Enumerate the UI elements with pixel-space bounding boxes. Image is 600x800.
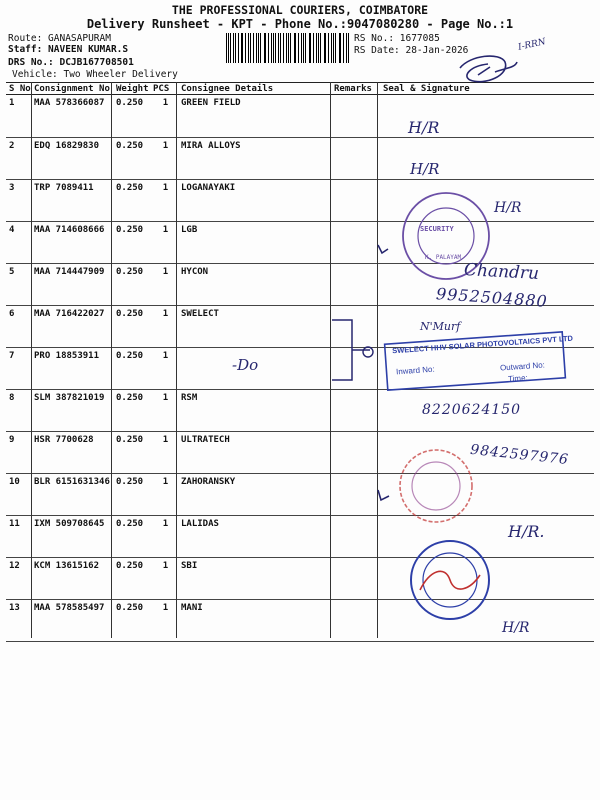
row-weight: 0.250	[113, 348, 150, 390]
row-sno: 2	[6, 138, 31, 180]
col-remarks: Remarks	[331, 83, 380, 95]
receiver-phone-row6: 9952504880	[435, 284, 549, 311]
row-consignment: MAA 716422027	[31, 306, 113, 348]
row-consignee: LGB	[178, 222, 331, 264]
row-pcs: 1	[150, 95, 178, 138]
lgb-stamp-text: SECURITY	[420, 225, 454, 233]
row-sno: 8	[6, 390, 31, 432]
row-pcs: 1	[150, 600, 178, 642]
row-pcs: 1	[150, 180, 178, 222]
row-sno: 3	[6, 180, 31, 222]
col-consignee: Consignee Details	[178, 83, 331, 95]
row-consignee: ZAHORANSKY	[178, 474, 331, 516]
row-consignee: GREEN FIELD	[178, 95, 331, 138]
company-title: THE PROFESSIONAL COURIERS, COIMBATORE	[171, 3, 429, 17]
hr-row3: H/R	[494, 200, 522, 216]
red-stamp	[400, 450, 472, 522]
row-sno: 5	[6, 264, 31, 306]
col-sno: S No	[6, 83, 31, 95]
row6-signature: N'Murf	[420, 320, 461, 333]
lgb-stamp-bottom: K. PALAYAM	[425, 254, 462, 261]
row-pcs: 1	[150, 138, 178, 180]
row-weight: 0.250	[113, 516, 150, 558]
route-label: Route: GANASAPURAM	[8, 33, 111, 44]
row-weight: 0.250	[113, 180, 150, 222]
row-consignee: RSM	[178, 390, 331, 432]
row-consignment: EDQ 16829830	[31, 138, 113, 180]
row-sno: 7	[6, 348, 31, 390]
row-consignment: IXM 509708645	[31, 516, 113, 558]
row-consignee: MANI	[178, 600, 331, 642]
col-consignment: Consignment No	[31, 83, 113, 95]
row-weight: 0.250	[113, 390, 150, 432]
row-sno: 11	[6, 516, 31, 558]
row-weight: 0.250	[113, 558, 150, 600]
runsheet-title: Delivery Runsheet - KPT - Phone No.:9047080280 - Page No.:1	[86, 17, 514, 31]
rs-date: RS Date: 28-Jan-2026	[354, 45, 469, 56]
row-sno: 4	[6, 222, 31, 264]
col-seal: Seal & Signature	[380, 83, 594, 95]
row-sno: 12	[6, 558, 31, 600]
tick-mark	[378, 490, 389, 500]
row-weight: 0.250	[113, 95, 150, 138]
swelect-inward: Inward No:	[395, 364, 435, 377]
row-sno: 9	[6, 432, 31, 474]
row-weight: 0.250	[113, 138, 150, 180]
vehicle-label: Vehicle: Two Wheeler Delivery	[12, 69, 178, 80]
row-pcs: 1	[150, 558, 178, 600]
row-consignee: SBI	[178, 558, 331, 600]
swelect-outward: Outward No:	[499, 360, 546, 373]
row-pcs: 1	[150, 474, 178, 516]
row-weight: 0.250	[113, 432, 150, 474]
receiver-phone-row9: 9842597976	[469, 441, 570, 469]
hr-row2: H/R	[410, 160, 440, 178]
row-pcs: 1	[150, 264, 178, 306]
row-sno: 1	[6, 95, 31, 138]
rs-number: RS No.: 1677085	[354, 33, 440, 44]
top-signature	[460, 56, 517, 82]
drs-number: DRS No.: DCJB167708501	[8, 57, 134, 68]
row-pcs: 1	[150, 222, 178, 264]
swelect-time: Time:	[507, 373, 528, 384]
red-stamp-inner	[412, 462, 460, 510]
row-weight: 0.250	[113, 474, 150, 516]
tick-mark	[378, 245, 388, 253]
bracket	[332, 320, 352, 380]
row-sno: 6	[6, 306, 31, 348]
row-weight: 0.250	[113, 264, 150, 306]
row-consignment: BLR 6151631346	[31, 474, 113, 516]
row-pcs: 1	[150, 306, 178, 348]
row-weight: 0.250	[113, 222, 150, 264]
top-note: I-RRN	[517, 37, 547, 53]
row-consignment: PRO 18853911	[31, 348, 113, 390]
row-sno: 10	[6, 474, 31, 516]
row-sno: 13	[6, 600, 31, 642]
row-pcs: 1	[150, 390, 178, 432]
row-pcs: 1	[150, 348, 178, 390]
row-consignment: HSR 7700628	[31, 432, 113, 474]
row-consignment: MAA 714608666	[31, 222, 113, 264]
swelect-stamp-title: SWELECT HHV SOLAR PHOTOVOLTAICS PVT LTD	[391, 333, 574, 356]
receiver-name: Chandru	[463, 260, 540, 284]
row-weight: 0.250	[113, 600, 150, 642]
row-consignment: MAA 578585497	[31, 600, 113, 642]
row-consignment: SLM 387821019	[31, 390, 113, 432]
row-consignment: MAA 714447909	[31, 264, 113, 306]
receiver-phone-row8: 8220624150	[422, 402, 522, 418]
row-consignee: LOGANAYAKI	[178, 180, 331, 222]
row-consignee: LALIDAS	[178, 516, 331, 558]
col-weight: Weight	[113, 83, 150, 95]
row-consignment: TRP 7089411	[31, 180, 113, 222]
row-consignment: MAA 578366087	[31, 95, 113, 138]
col-pcs: PCS	[150, 83, 178, 95]
circled-mark	[363, 347, 373, 357]
hr-row1: H/R	[408, 118, 440, 137]
row-pcs: 1	[150, 516, 178, 558]
ditto-row7: -Do	[232, 356, 259, 374]
hr-row13: H/R	[502, 620, 530, 636]
blue-stamp-signature	[420, 571, 480, 590]
staff-label: Staff: NAVEEN KUMAR.S	[8, 44, 129, 55]
hr-row11: H/R.	[508, 522, 545, 541]
row-consignee: MIRA ALLOYS	[178, 138, 331, 180]
row-consignee: HYCON	[178, 264, 331, 306]
row-consignee: SWELECT	[178, 306, 331, 348]
row-pcs: 1	[150, 432, 178, 474]
row-consignment: KCM 13615162	[31, 558, 113, 600]
row-consignee: ULTRATECH	[178, 432, 331, 474]
row-weight: 0.250	[113, 306, 150, 348]
